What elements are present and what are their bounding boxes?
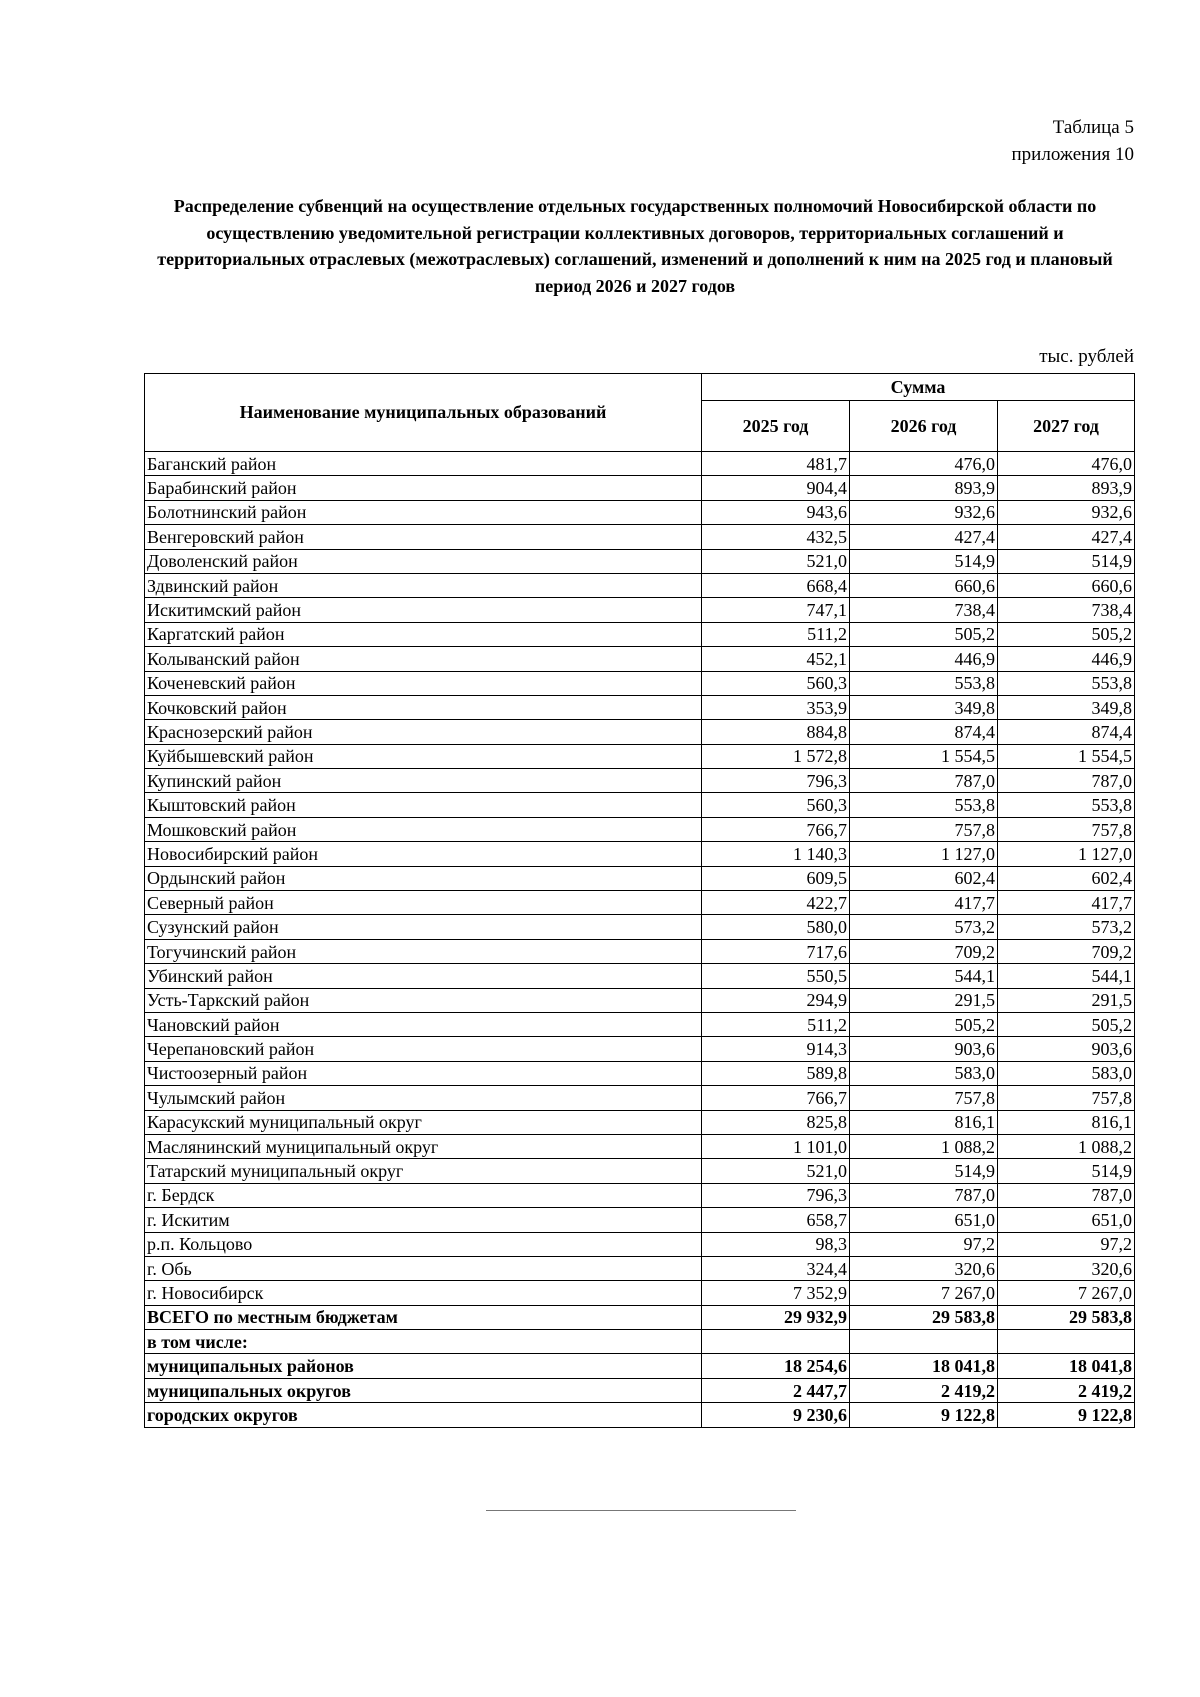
- amount-cell-2026: 1 088,2: [850, 1134, 998, 1158]
- table-row: [145, 1061, 1135, 1085]
- amount-cell-2025: 825,8: [702, 1110, 850, 1134]
- amount-cell-2025: 668,4: [702, 573, 850, 597]
- amount-cell-2026: 816,1: [850, 1110, 998, 1134]
- amount-cell-2027: 738,4: [998, 598, 1135, 622]
- units-label: тыс. рублей: [1039, 346, 1134, 367]
- table-row: [145, 500, 1135, 524]
- table-row: [145, 988, 1135, 1012]
- municipality-name-cell: Татарский муниципальный округ: [145, 1159, 702, 1183]
- amount-cell-2027: 553,8: [998, 671, 1135, 695]
- table-row: [145, 915, 1135, 939]
- amount-cell-2027: 544,1: [998, 964, 1135, 988]
- amount-cell-2025: 98,3: [702, 1232, 850, 1256]
- amount-cell-2026: 320,6: [850, 1256, 998, 1280]
- amount-cell-2026: 573,2: [850, 915, 998, 939]
- municipality-name-cell: Кочковский район: [145, 695, 702, 719]
- table-row: [145, 1281, 1135, 1305]
- amount-cell-2027: 427,4: [998, 525, 1135, 549]
- municipality-name-cell: Северный район: [145, 891, 702, 915]
- amount-cell-2027: 1 554,5: [998, 744, 1135, 768]
- table-row: [145, 1086, 1135, 1110]
- amount-cell-2026: 787,0: [850, 1183, 998, 1207]
- amount-cell-2027: 320,6: [998, 1256, 1135, 1280]
- amount-cell-2025: 943,6: [702, 500, 850, 524]
- footer-divider: [486, 1510, 796, 1511]
- municipality-name-cell: Купинский район: [145, 769, 702, 793]
- table-row: [145, 1378, 1135, 1402]
- table-body: [145, 452, 1135, 1428]
- municipality-name-cell: ВСЕГО по местным бюджетам: [145, 1305, 702, 1329]
- amount-cell-2025: 580,0: [702, 915, 850, 939]
- amount-cell-2027: 417,7: [998, 891, 1135, 915]
- table-row: [145, 1256, 1135, 1280]
- table-row: [145, 1183, 1135, 1207]
- municipality-name-cell: в том числе:: [145, 1330, 702, 1354]
- amount-cell-2026: 787,0: [850, 769, 998, 793]
- amount-cell-2027: 7 267,0: [998, 1281, 1135, 1305]
- amount-cell-2027: 97,2: [998, 1232, 1135, 1256]
- municipality-name-cell: г. Обь: [145, 1256, 702, 1280]
- table-row: [145, 1354, 1135, 1378]
- amount-cell-2025: 914,3: [702, 1037, 850, 1061]
- municipality-name-cell: Усть-Таркский район: [145, 988, 702, 1012]
- amount-cell-2026: 291,5: [850, 988, 998, 1012]
- document-title: Распределение субвенций на осуществление отдельных государственных полномочий Новосибирской области по осуществлению уведомительной регистрации коллективных договоров, территориальных соглашений и территориальных отраслевых (межотраслевых) соглашений, изменений и дополнений к ним на 2025 год и плановый период 2026 и 2027 годов: [157, 196, 1113, 296]
- amount-cell-2025: 766,7: [702, 817, 850, 841]
- table-row: [145, 1208, 1135, 1232]
- amount-cell-2027: 553,8: [998, 793, 1135, 817]
- amount-cell-2025: [702, 1330, 850, 1354]
- amount-cell-2025: 18 254,6: [702, 1354, 850, 1378]
- municipality-name-cell: Чулымский район: [145, 1086, 702, 1110]
- amount-cell-2027: 9 122,8: [998, 1403, 1135, 1427]
- amount-cell-2027: 893,9: [998, 476, 1135, 500]
- table-header-row: [145, 374, 1135, 401]
- municipality-name-cell: Краснозерский район: [145, 720, 702, 744]
- amount-cell-2027: 787,0: [998, 1183, 1135, 1207]
- header-year-2026: 2026 год: [850, 401, 998, 452]
- amount-cell-2025: 560,3: [702, 793, 850, 817]
- amount-cell-2026: 1 554,5: [850, 744, 998, 768]
- municipality-name-cell: городских округов: [145, 1403, 702, 1427]
- table-row: [145, 1330, 1135, 1354]
- municipality-name-cell: Убинский район: [145, 964, 702, 988]
- amount-cell-2026: 738,4: [850, 598, 998, 622]
- table-row: [145, 939, 1135, 963]
- amount-cell-2027: 514,9: [998, 1159, 1135, 1183]
- table-row: [145, 1403, 1135, 1427]
- amount-cell-2025: 432,5: [702, 525, 850, 549]
- amount-cell-2025: 481,7: [702, 452, 850, 476]
- amount-cell-2027: [998, 1330, 1135, 1354]
- amount-cell-2026: 2 419,2: [850, 1378, 998, 1402]
- amount-cell-2027: 903,6: [998, 1037, 1135, 1061]
- amount-cell-2026: 476,0: [850, 452, 998, 476]
- amount-cell-2026: 583,0: [850, 1061, 998, 1085]
- amount-cell-2027: 476,0: [998, 452, 1135, 476]
- amount-cell-2027: 757,8: [998, 817, 1135, 841]
- amount-cell-2025: 1 140,3: [702, 842, 850, 866]
- table-row: [145, 671, 1135, 695]
- document-reference: [1012, 114, 1134, 168]
- amount-cell-2026: 602,4: [850, 866, 998, 890]
- table-row: [145, 842, 1135, 866]
- amount-cell-2027: 709,2: [998, 939, 1135, 963]
- table-row: [145, 695, 1135, 719]
- table-row: [145, 1159, 1135, 1183]
- table-row: [145, 476, 1135, 500]
- amount-cell-2025: 9 230,6: [702, 1403, 850, 1427]
- municipality-name-cell: Здвинский район: [145, 573, 702, 597]
- amount-cell-2025: 511,2: [702, 1012, 850, 1036]
- municipality-name-cell: р.п. Кольцово: [145, 1232, 702, 1256]
- amount-cell-2026: 932,6: [850, 500, 998, 524]
- municipality-name-cell: Чановский район: [145, 1012, 702, 1036]
- amount-cell-2025: 511,2: [702, 622, 850, 646]
- amount-cell-2025: 422,7: [702, 891, 850, 915]
- amount-cell-2025: 747,1: [702, 598, 850, 622]
- amount-cell-2025: 884,8: [702, 720, 850, 744]
- amount-cell-2026: 893,9: [850, 476, 998, 500]
- amount-cell-2027: 660,6: [998, 573, 1135, 597]
- municipality-name-cell: муниципальных округов: [145, 1378, 702, 1402]
- amount-cell-2026: 505,2: [850, 1012, 998, 1036]
- table-row: [145, 622, 1135, 646]
- amount-cell-2027: 505,2: [998, 1012, 1135, 1036]
- municipality-name-cell: Баганский район: [145, 452, 702, 476]
- municipality-name-cell: Чистоозерный район: [145, 1061, 702, 1085]
- amount-cell-2026: 9 122,8: [850, 1403, 998, 1427]
- amount-cell-2026: 651,0: [850, 1208, 998, 1232]
- amount-cell-2026: 427,4: [850, 525, 998, 549]
- amount-cell-2025: 550,5: [702, 964, 850, 988]
- municipality-name-cell: Кыштовский район: [145, 793, 702, 817]
- amount-cell-2026: 660,6: [850, 573, 998, 597]
- amount-cell-2027: 932,6: [998, 500, 1135, 524]
- municipality-name-cell: Ордынский район: [145, 866, 702, 890]
- amount-cell-2026: 553,8: [850, 793, 998, 817]
- table-row: [145, 647, 1135, 671]
- amount-cell-2025: 609,5: [702, 866, 850, 890]
- table-row: [145, 817, 1135, 841]
- amount-cell-2027: 787,0: [998, 769, 1135, 793]
- amount-cell-2026: 709,2: [850, 939, 998, 963]
- table-row: [145, 891, 1135, 915]
- amount-cell-2026: 544,1: [850, 964, 998, 988]
- amount-cell-2026: 514,9: [850, 549, 998, 573]
- amount-cell-2025: 353,9: [702, 695, 850, 719]
- table-row: [145, 549, 1135, 573]
- amount-cell-2027: 573,2: [998, 915, 1135, 939]
- municipality-name-cell: Венгеровский район: [145, 525, 702, 549]
- municipality-name-cell: Колыванский район: [145, 647, 702, 671]
- amount-cell-2025: 29 932,9: [702, 1305, 850, 1329]
- amount-cell-2026: 349,8: [850, 695, 998, 719]
- municipality-name-cell: г. Новосибирск: [145, 1281, 702, 1305]
- header-municipality-name: Наименование муниципальных образований: [145, 374, 702, 452]
- amount-cell-2027: 291,5: [998, 988, 1135, 1012]
- table-row: [145, 1110, 1135, 1134]
- table-row: [145, 793, 1135, 817]
- amount-cell-2027: 29 583,8: [998, 1305, 1135, 1329]
- municipality-name-cell: Доволенский район: [145, 549, 702, 573]
- amount-cell-2025: 560,3: [702, 671, 850, 695]
- municipality-name-cell: Болотнинский район: [145, 500, 702, 524]
- amount-cell-2025: 658,7: [702, 1208, 850, 1232]
- municipality-name-cell: Куйбышевский район: [145, 744, 702, 768]
- amount-cell-2025: 717,6: [702, 939, 850, 963]
- municipality-name-cell: муниципальных районов: [145, 1354, 702, 1378]
- municipality-name-cell: Мошковский район: [145, 817, 702, 841]
- amount-cell-2026: 505,2: [850, 622, 998, 646]
- amount-cell-2026: 97,2: [850, 1232, 998, 1256]
- amount-cell-2027: 583,0: [998, 1061, 1135, 1085]
- amount-cell-2027: 1 127,0: [998, 842, 1135, 866]
- table-row: [145, 720, 1135, 744]
- amount-cell-2025: 324,4: [702, 1256, 850, 1280]
- municipality-name-cell: г. Искитим: [145, 1208, 702, 1232]
- amount-cell-2027: 349,8: [998, 695, 1135, 719]
- amount-cell-2027: 816,1: [998, 1110, 1135, 1134]
- amount-cell-2026: [850, 1330, 998, 1354]
- appendix-number: приложения 10: [1011, 144, 1134, 165]
- table-row: [145, 964, 1135, 988]
- amount-cell-2027: 651,0: [998, 1208, 1135, 1232]
- municipality-name-cell: Новосибирский район: [145, 842, 702, 866]
- amount-cell-2026: 874,4: [850, 720, 998, 744]
- amount-cell-2025: 294,9: [702, 988, 850, 1012]
- amount-cell-2027: 874,4: [998, 720, 1135, 744]
- amount-cell-2025: 521,0: [702, 1159, 850, 1183]
- amount-cell-2025: 766,7: [702, 1086, 850, 1110]
- municipality-name-cell: Тогучинский район: [145, 939, 702, 963]
- header-year-2025: 2025 год: [702, 401, 850, 452]
- amount-cell-2026: 7 267,0: [850, 1281, 998, 1305]
- amount-cell-2025: 2 447,7: [702, 1378, 850, 1402]
- table-row: [145, 1134, 1135, 1158]
- amount-cell-2026: 446,9: [850, 647, 998, 671]
- header-sum: Сумма: [702, 374, 1135, 401]
- amount-cell-2026: 757,8: [850, 1086, 998, 1110]
- municipality-name-cell: Маслянинский муниципальный округ: [145, 1134, 702, 1158]
- municipality-name-cell: Коченевский район: [145, 671, 702, 695]
- municipality-name-cell: Карасукский муниципальный округ: [145, 1110, 702, 1134]
- table-row: [145, 1037, 1135, 1061]
- amount-cell-2026: 1 127,0: [850, 842, 998, 866]
- amount-cell-2025: 796,3: [702, 769, 850, 793]
- amount-cell-2026: 757,8: [850, 817, 998, 841]
- table-number: Таблица 5: [1052, 117, 1134, 138]
- header-year-2027: 2027 год: [998, 401, 1135, 452]
- table-row: [145, 598, 1135, 622]
- amount-cell-2025: 7 352,9: [702, 1281, 850, 1305]
- amount-cell-2025: 589,8: [702, 1061, 850, 1085]
- amount-cell-2027: 757,8: [998, 1086, 1135, 1110]
- municipality-name-cell: Каргатский район: [145, 622, 702, 646]
- amount-cell-2026: 903,6: [850, 1037, 998, 1061]
- amount-cell-2026: 18 041,8: [850, 1354, 998, 1378]
- table-row: [145, 769, 1135, 793]
- amount-cell-2025: 521,0: [702, 549, 850, 573]
- amount-cell-2026: 417,7: [850, 891, 998, 915]
- amount-cell-2025: 796,3: [702, 1183, 850, 1207]
- municipality-name-cell: Сузунский район: [145, 915, 702, 939]
- amount-cell-2027: 1 088,2: [998, 1134, 1135, 1158]
- amount-cell-2027: 446,9: [998, 647, 1135, 671]
- amount-cell-2026: 29 583,8: [850, 1305, 998, 1329]
- municipality-name-cell: Искитимский район: [145, 598, 702, 622]
- amount-cell-2025: 904,4: [702, 476, 850, 500]
- table-row: [145, 1305, 1135, 1329]
- table-row: [145, 525, 1135, 549]
- table-row: [145, 452, 1135, 476]
- amount-cell-2026: 514,9: [850, 1159, 998, 1183]
- table-row: [145, 1012, 1135, 1036]
- amount-cell-2025: 1 101,0: [702, 1134, 850, 1158]
- amount-cell-2027: 18 041,8: [998, 1354, 1135, 1378]
- table-row: [145, 866, 1135, 890]
- table-row: [145, 1232, 1135, 1256]
- municipality-name-cell: г. Бердск: [145, 1183, 702, 1207]
- amount-cell-2027: 505,2: [998, 622, 1135, 646]
- amount-cell-2027: 602,4: [998, 866, 1135, 890]
- table-row: [145, 573, 1135, 597]
- subvention-table: [144, 373, 1135, 1428]
- amount-cell-2026: 553,8: [850, 671, 998, 695]
- amount-cell-2025: 452,1: [702, 647, 850, 671]
- amount-cell-2027: 514,9: [998, 549, 1135, 573]
- municipality-name-cell: Барабинский район: [145, 476, 702, 500]
- amount-cell-2027: 2 419,2: [998, 1378, 1135, 1402]
- amount-cell-2025: 1 572,8: [702, 744, 850, 768]
- table-row: [145, 744, 1135, 768]
- municipality-name-cell: Черепановский район: [145, 1037, 702, 1061]
